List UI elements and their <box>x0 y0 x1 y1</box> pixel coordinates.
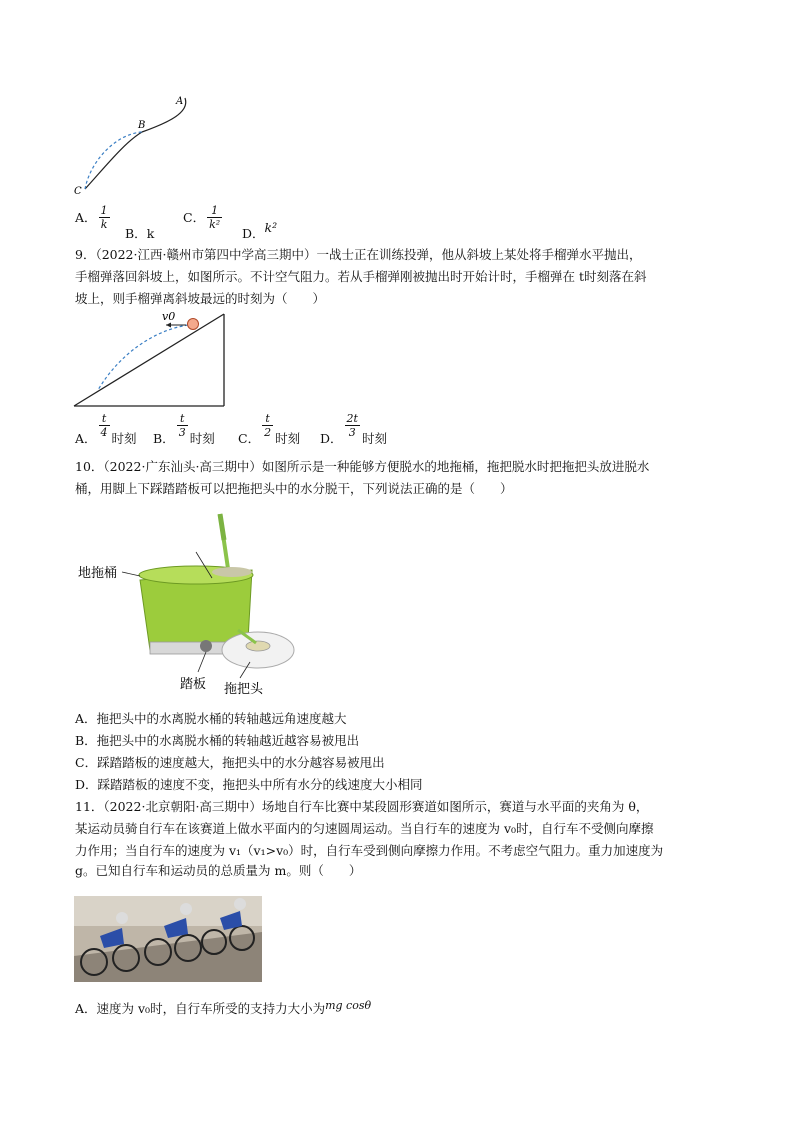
q8-option-c[interactable]: C． $\frac{1}{\text{k²}}$ <box>183 204 221 231</box>
q9-stem-line2: 手榴弹落回斜坡上，如图所示。不计空气阻力。若从手榴弹刚被抛出时开始计时，手榴弹在 t时刻落在斜 <box>75 269 647 284</box>
q10-option-b[interactable]: B．拖把头中的水离脱水桶的转轴越近越容易被甩出 <box>75 733 360 748</box>
mop-head-label: 拖把头 <box>224 682 264 697</box>
bucket-label: 地拖桶 <box>78 566 118 581</box>
curve-figure <box>70 92 200 202</box>
q9-stem-line3: 坡上，则手榴弹离斜坡最远的时刻为（ ） <box>75 291 326 306</box>
slope-figure <box>70 308 230 412</box>
q8-option-d[interactable]: D．k² <box>242 220 278 241</box>
label-c: C <box>74 186 82 197</box>
mop-bucket-figure <box>72 510 302 700</box>
q10-option-a[interactable]: A．拖把头中的水离脱水桶的转轴越远角速度越大 <box>75 711 347 726</box>
q10-option-c[interactable]: C．踩踏踏板的速度越大，拖把头中的水分越容易被甩出 <box>75 755 385 770</box>
cyclists-photo <box>74 896 262 982</box>
option-a-formula: mg cosθ <box>325 999 372 1012</box>
q11-stem-line3: 力作用；当自行车的速度为 v₁（v₁>v₀）时，自行车受到侧向摩擦力作用。不考虑空气阻力。重力加速度为 <box>75 843 664 858</box>
q8-option-b[interactable]: B．k <box>125 226 155 241</box>
label-a: A <box>176 96 184 107</box>
q11-stem-line1: 11．（2022·北京朝阳·高三期中）场地自行车比赛中某段圆形赛道如图所示，赛道与水平面的夹角为 θ， <box>75 799 649 814</box>
q8-option-a[interactable]: A． $\frac{1}{k}$ <box>75 204 108 231</box>
q10-stem-line2: 桶，用脚上下踩踏踏板可以把拖把头中的水分脱干，下列说法正确的是（ ） <box>75 481 513 496</box>
q10-option-d[interactable]: D．踩踏踏板的速度不变，拖把头中所有水分的线速度大小相同 <box>75 777 423 792</box>
v0-label: v0 <box>162 310 176 323</box>
q9-option-a[interactable]: A． $\frac{t}{4}$ 时刻 <box>75 412 137 446</box>
q11-option-a[interactable]: A．速度为 v₀时，自行车所受的支持力大小为mg cosθ <box>75 999 372 1016</box>
q9-option-c[interactable]: C． $\frac{t}{2}$ 时刻 <box>238 412 301 446</box>
q9-option-d[interactable]: D． $\frac{2t}{3}$ 时刻 <box>320 412 387 446</box>
pedal-label: 踏板 <box>180 677 207 692</box>
label-b: B <box>138 120 146 131</box>
q10-stem-line1: 10．（2022·广东汕头·高三期中）如图所示是一种能够方便脱水的地拖桶，拖把脱水时把拖把头放进脱水 <box>75 459 650 474</box>
q11-stem-line2: 某运动员骑自行车在该赛道上做水平面内的匀速圆周运动。当自行车的速度为 v₀时，自行车不受侧向摩擦 <box>75 821 654 836</box>
q9-stem-line1: 9．（2022·江西·赣州市第四中学高三期中）一战士正在训练投弹，他从斜坡上某处将手榴弹水平抛出， <box>75 247 642 262</box>
q9-option-b[interactable]: B． $\frac{t}{3}$ 时刻 <box>153 412 215 446</box>
q11-stem-line4: g。已知自行车和运动员的总质量为 m。则（ ） <box>75 863 362 878</box>
